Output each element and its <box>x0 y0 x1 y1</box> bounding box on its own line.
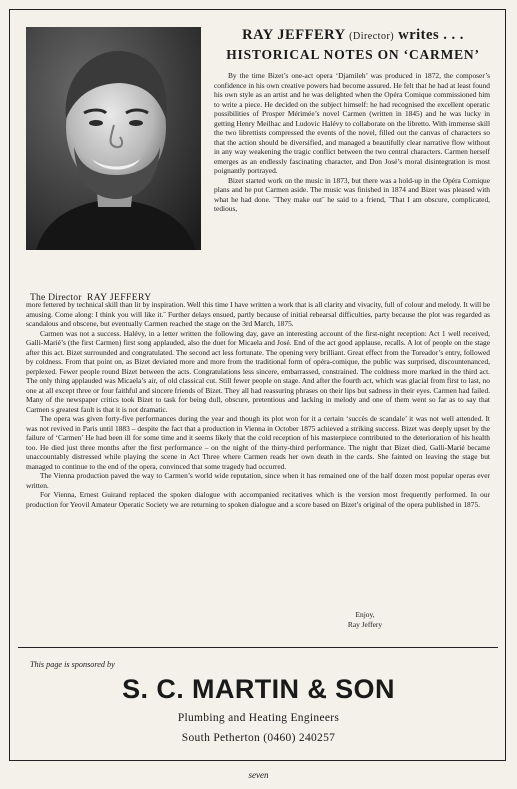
article-paragraph: Carmen was not a success. Halévy, in a letter written the following day, gave an interesting account of the first-night reception: Act 1 well received, Galli-Marié’s (the first Carmen) first song applauded, also the duet for Micaela and José. End of the act good applause, recalls. A lot of people on the stage after this act. Bizet surrounded and congratulated. The second act less fortunate. The opening very brilliant. Great effect from the Toreador’s entry, followed by coldness. From that point on, as Bizet deviated more and more from the traditional form of opéra-comique, the public was surprised, discountenanced, perplexed. Fewer people round Bizet between the acts. Congratulations less sincere, embarrassed, constrained. The coldness more marked in the third act. The only thing applauded was Micaela’s air, of old classical cut. Still fewer people on stage. And after the fourth act, which was glacial from first to last, no one at all except three or four faithful and sincere friends of Bizet. They all had reassuring phrases on their lips but sadness in their eyes. Carmen had failed. Many of the newspaper critics took Bizet to task for being dull, obscure, pretentious and lacking in melody and one of them went so far as to say that Carmen s greatest fault is that it is not dramatic. <box>26 328 490 414</box>
divider <box>18 647 498 648</box>
director-photo <box>26 27 201 250</box>
article-paragraph: The Vienna production paved the way to Carmen’s world wide reputation, since when it has remained one of the half dozen most popular operas ever written. <box>26 471 490 490</box>
signoff-greeting: Enjoy, <box>355 610 375 619</box>
article-column-full <box>26 300 490 509</box>
byline-writes: writes . . . <box>398 27 464 43</box>
article-column-right <box>214 71 490 214</box>
article-paragraph: The opera was given forty-five performances during the year and though its plot won for it a certain ‘succès de scandale’ it was not well attended. It was not revived in Paris until 1883 – despite the fact that a production in Vienna in October 1875 achieved a striking success. Bizet was deeply upset by the failure of ‘Carmen’ He had been ill for some time and it seems likely that the cold reception of his masterpiece contributed to the deterioration of his health too. He died just three months after the first performance – on the night of the thirty-third performance. The night that Bizet died, Galli-Marié became unaccountably distressed while playing the scene in Act Three where Carmen reads her own death in the cards. She fainted on leaving the stage but managed to continue to the end of the opera, convinced that some tragedy had occurred. <box>26 414 490 471</box>
caption-prefix: The Director <box>30 292 82 303</box>
sponsor-company: S. C. MARTIN & SON <box>122 674 395 704</box>
article-title: HISTORICAL NOTES ON ‘CARMEN’ <box>226 47 480 62</box>
sponsor-intro: This page is sponsored by <box>30 660 115 669</box>
article-paragraph: By the time Bizet’s one-act opera ‘Djamileh’ was produced in 1872, the composer’s confidence in his own creative powers had become assured. He felt that he had at least found his own style as an artist and he was delighted when the Opéra Comique commissioned him to write a piece. He decided on the subject himself: he had recognised the excellent operatic possibilities of Prosper Mérimée’s novel Carmen (written in 1845) and he was lucky in getting Henry Meilhac and Ludovic Halévy to collaborate on the libretto. With immense skill the two librettists compressed the events of the novel, filled out the canvas of characters so that the action should be diversified, and managed a beautifully clear narrative flow without in any way weakening the tragic conflict between the two central characters. Carmen herself emerges as an endlessly fascinating character, and Don José’s moral disintegration is most poignantly portrayed. <box>214 71 490 175</box>
director-portrait-icon <box>26 27 201 250</box>
page-number: seven <box>248 770 269 780</box>
byline-author: RAY JEFFERY <box>242 27 346 43</box>
sponsor-phone: South Petherton (0460) 240257 <box>181 732 336 744</box>
article-byline <box>218 27 488 44</box>
signoff-name: Ray Jeffery <box>347 619 383 629</box>
byline-role: (Director) <box>349 31 395 42</box>
article-paragraph: Bizet started work on the music in 1873, but there was a hold-up in the Opéra Comique plans and he put Carmen aside. The music was finished in 1874 and Bizet was pleased with what he had done. ˝They make out˝ he said to a friend, ˝That I am obscure, complicated, tedious, <box>214 175 490 213</box>
sponsor-trade: Plumbing and Heating Engineers <box>177 712 340 724</box>
article-signoff <box>300 610 430 629</box>
caption-name: RAY JEFFERY <box>86 292 152 303</box>
article-paragraph: For Vienna, Ernest Guirand replaced the spoken dialogue with accompanied recitatives which is the version most frequently performed. In our production for Yeovil Amateur Operatic Society we are returning to spoken dialogue and a score based on Bizet’s original of the opera published in 1875. <box>26 490 490 509</box>
article-paragraph: more fettered by technical skill than lit by inspiration. Well this time I have written a work that is all clarity and vivacity, full of colour and melody. It will be amusing. Come along: I think you will like it.˝ Further delays ensued, partly because of initial rehearsal difficulties, party because the plot was regarded as scandalous and obscene, but eventually Carmen reached the stage on the 3rd March, 1875. <box>26 300 490 328</box>
